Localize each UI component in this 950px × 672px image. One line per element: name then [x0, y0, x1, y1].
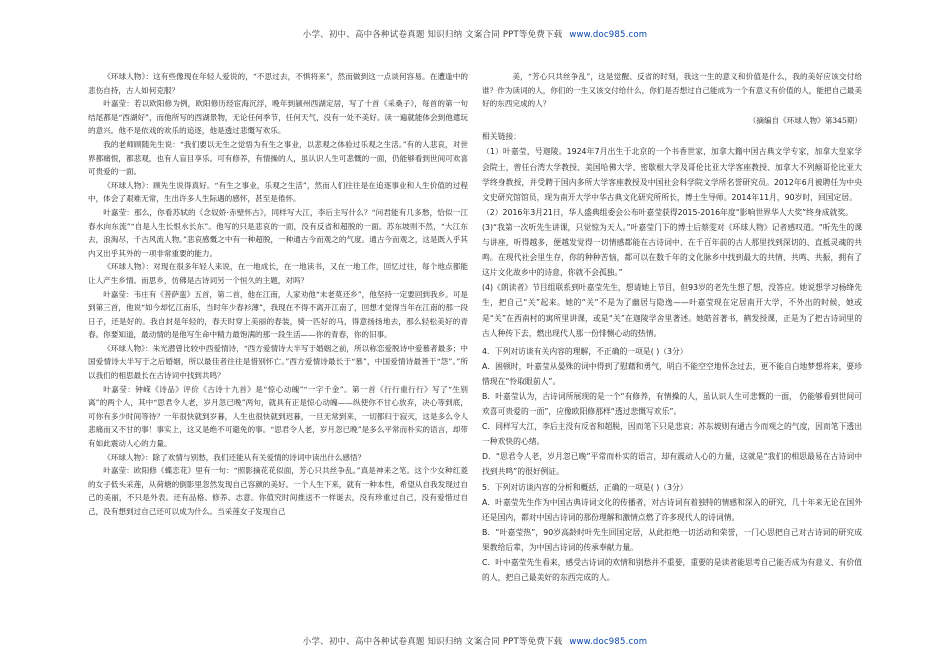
source-citation: （摘编自《环球人物》第345期）	[748, 115, 862, 125]
related-links-title: 相关链接：	[482, 132, 521, 142]
interview-paragraph: 《环球人物》：对现在很多年轻人来说，在一地成长，在一地读书，又在一地工作，回忆过往，每个地点都能让人产生乡情。而思乡，仿佛是古诗词另一个恒久的主题，对吗？	[88, 262, 468, 285]
interview-paragraph: 《环球人物》：顾先生说得真好。“有生之事业，乐观之生活”，然而人们往往是在追逐事业和人生价值的过程中，体会了艰难无常，生出许多人生际遇的感怀，甚至是倦怀。	[88, 180, 468, 204]
header-text: 小学、初中、高中各种试卷真题 知识归纳 文案合同 PPT等免费下载	[302, 30, 563, 40]
interview-paragraph: 《环球人物》：除了欢情与别愁，我们还能从有关爱情的诗词中读出什么感悟？	[103, 452, 366, 462]
page-header	[0, 28, 950, 40]
question-5-option-c: C．叶中嘉莹先生看来，感受古诗词的欢情和别愁并不重要，重要的是读者能思考自己能否成为有意义、有价值的人，把自己最美好的东西完成的人。	[482, 558, 862, 583]
interview-paragraph: 《环球人物》：这有些像现在年轻人爱说的，“不思过去，不惧将来”，然而做到这一点谈何容易。在遭逢中的悲伤自持，古人如何克服？	[88, 72, 468, 95]
interview-paragraph: 《环球人物》：朱光潜曾比较中西爱情诗，“西方爱情诗大半写于婚姻之前，所以称恋爱脱诗中爱慕者最多；中国爱情诗大半写于之后婚姻，所以最佳者往往是惜别怀亡。”西方爱情诗最长于“慕”，中国爱情诗最善于“怨”。”所以我们的相思最长在古诗词中找到共鸣？	[88, 343, 468, 381]
interview-paragraph: 叶嘉莹：韦庄有《菩萨蛮》五首，第二首，他在江南，人家劝他“未老莫还乡”，他坚持一定要回到我乡。可是到第三首，他说“如今却忆江南乐，当时年少春衫薄”，我现在不得不离开江南了，回想才觉得当年在江南的那一段日子，还是好的。我自封是年轻的，春天时穿上美丽的春装，骑一匹好的马，得意扬扬地去，那么轻松美好的青春。你要知道，最动情的是他写生命中精力最饱满的那一段生活——你的青春，你的旧事。	[88, 289, 468, 340]
related-link-item: (3)“我第一次听先生讲课，只觉惊为天人。”叶嘉莹门下的博士后蔡雯对《环球人物》记者感叹道。“听先生的课与讲座，听得越多，便越发觉得一切情感都能在古诗词中、在千百年前的古人那里找到深切的、直抵灵魂的共鸣。在现代社会里生存，你的种种苦恼，都可以在数千年的文化脉乡中找到最大的共情、共鸣、共振，拥有了这片文化故乡中的诗意，你就不会孤独。”	[482, 222, 862, 278]
question-4-option-d: D．“思君令人老，岁月忽已晚”平常而朴实的语言，却有震动人心的力量，这就是“我们的相思最易在古诗词中找到共鸣”的很好例证。	[482, 452, 862, 477]
interview-paragraph: 叶嘉莹：若以欧阳修为例，欧阳修历经宦海沉浮，晚年到颍州西湖定居，写了十首《采桑子》，每首的第一句结尾都是“西湖好”，而他所写的西湖景物，无论任何季节，任何天气，没有一处不美好。读一遍就能体会到他遣玩的意兴。他不是依戏的欢乐的追逐，他是透过悲慨写欢乐。	[88, 99, 468, 136]
question-5-option-a: A．叶嘉莹先生作为中国古典诗词文化的传播者，对古诗词有着独特的情感和深入的研究，几十年来无论在国外还是国内，都对中国古诗词的那份理解和激情点燃了许多现代人的诗词情。	[482, 497, 862, 522]
related-link-item: （2）2016年3月21日，华人盛典组委会公布叶嘉莹获得2015-2016年度“影响世界华人大奖”终身成就奖。	[482, 207, 853, 217]
question-4-option-a: A．困顿时，叶嘉莹从晏殊的词中得到了慰藉和勇气，明白不能空空地怀念过去，更不能自白地梦想将来，要珍惜现在“怜取眼前人”。	[482, 361, 862, 386]
question-5: 5．下列对访谈内容的分析和概括，正确的一项是( )（3分）	[482, 482, 688, 492]
footer-text: 小学、初中、高中各种试卷真题 知识归纳 文案合同 PPT等免费下载	[302, 637, 563, 647]
question-4-option-b: B．叶嘉莹认为，古诗词所展现的是一个“有修养，有情操的人，虽认识人生可悲慨的一面， 仍能够看到世间可欢喜可贵爱的一面”，应像欧阳修那样“透过悲慨写欢乐”。	[482, 391, 862, 417]
related-links-section	[482, 129, 862, 585]
left-column	[88, 70, 468, 519]
interview-paragraph: 叶嘉莹：那么，你看苏轼的《念奴娇·赤壁怀古》，同样写大江，李后主写什么？“问君能有几多愁，恰似一江春水向东流”“自是人生长恨水长东”。他写的只是悲哀的一面，没有反省和超脱的一面。苏东坡则不然，“大江东去，浪淘尽，千古风流人物。”悲哀感慨之中有一种超脱，一种通古今而观之的气度。通古今而观之，这是既入乎其内又出乎其外的一项非常重要的能力。	[88, 207, 468, 258]
interview-paragraph: 美，“芳心只共丝争乱”，这是觉醒、反省的时刻，我这一生的意义和价值是什么，我的美好应该交付给谁？作为读词的人，你们的一生又该交付给什么，你们是否想过自己能成为一个有意义有价值的人，能把自己最美好的东西完成的人？	[482, 72, 862, 109]
footer-url-link[interactable]: www.doc985.com	[569, 637, 648, 647]
page-footer	[0, 635, 950, 647]
question-5-option-b: B．“叶嘉莹热”，90岁高龄时叶先生回国定居，从此拒绝一切活动和荣誉，一门心思把自己对古诗词的研究成果教给后辈，为中国古诗词的传承奉献力量。	[482, 527, 862, 552]
interview-paragraph: 叶嘉莹：钟嵘《诗品》评价《古诗十九首》是“惊心动魄”“一字千金”。第一首《行行重行行》写了“生别离”的两个人，其中“思君令人老，岁月忽已晚”两句，就具有正是惊心动魄——纵使你不甘心放弃，决心等到底，可你有多少时间等待？一年很快就到岁暮，人生也很快就到迟暮，一旦无常到来，一切都归于寂灭，这是多么令人悲痛而又不甘的事！事实上，这又是绝不可避免的事。“思君令人老，岁月忽已晚”是多么平常而朴实的语言，却带有如此震动人心的力量。	[88, 384, 468, 449]
right-column	[482, 70, 862, 585]
interview-paragraph: 我的老师顾随先生说：“我们要以无生之觉悟为有生之事业，以悲观之体验过乐观之生活。”有的人悲哀，对世界都痛恨，都悲观，也有人盲目享乐。可有修养，有情操的人，虽认识人生可悲慨的一面，仍能够看到世间可欢喜可贵爱的一面。	[88, 139, 468, 177]
interview-paragraph: 叶嘉莹：欧阳修《蝶恋花》里有一句：“照影摘花花似面，芳心只共丝争乱。”真是神来之笔。这个少女种红菱的女子低头采莲，从荷塘的倒影里忽然发现自己容颜的美好。一个人生下来，就有一种本性，希望从自我发现过自己的美丽，不只是外表。还有品格、修养、志意。你值究时间推送不一样诞去，没有珍重过自己，没有爱惜过自己，没有想到过自己还可以成为什么。当采莲女子发现自己	[88, 466, 468, 516]
header-url-link[interactable]: www.doc985.com	[569, 30, 648, 40]
question-4: 4．下列对访谈有关内容的理解，不正确的一项是( )（3分）	[482, 346, 688, 356]
related-link-item: （1）叶嘉莹，号迦陵。1924年7月出生于北京的一个书香世家，加拿大籍中国古典文学专家，加拿大皇家学会院士，曾任台湾大学教授、美国哈佛大学、密歇根大学及哥伦比亚大学客座教授、加拿大不列颠哥伦比亚大学终身教授，并受聘于国内多所大学客座教授及中国社会科学院文学所名誉研究员。2012年6月被聘任为中央文史研究馆馆员，现为南开大学中华古典文化研究所所长，博士生导师。2014年11月，90岁时，回国定居。	[482, 147, 862, 202]
related-link-item: (4)《朗读者》节目组联系到叶嘉莹先生，想请她上节目，但93岁的老先生想了想，没答应。她说想学习杨绛先生，把自己“关”起来。她的“关”不是为了幽居与隐逸——叶嘉莹现在定居南开大学，不外出的时候，她或是“关”在西南村的寓所里讲课，或是“关”在迦陵学舍里著述。她皓首著书，鹤发授课，正是为了把古诗词里的古人种传下去，燃出现代人那一份悱恻心动的热情。	[482, 283, 862, 338]
question-4-option-c: C．同样写大江，李后主没有反省和超脱，因而笔下只是悲哀；苏东坡则有通古今而观之的气度，因而笔下透出一种欢快的心绪。	[482, 422, 862, 447]
